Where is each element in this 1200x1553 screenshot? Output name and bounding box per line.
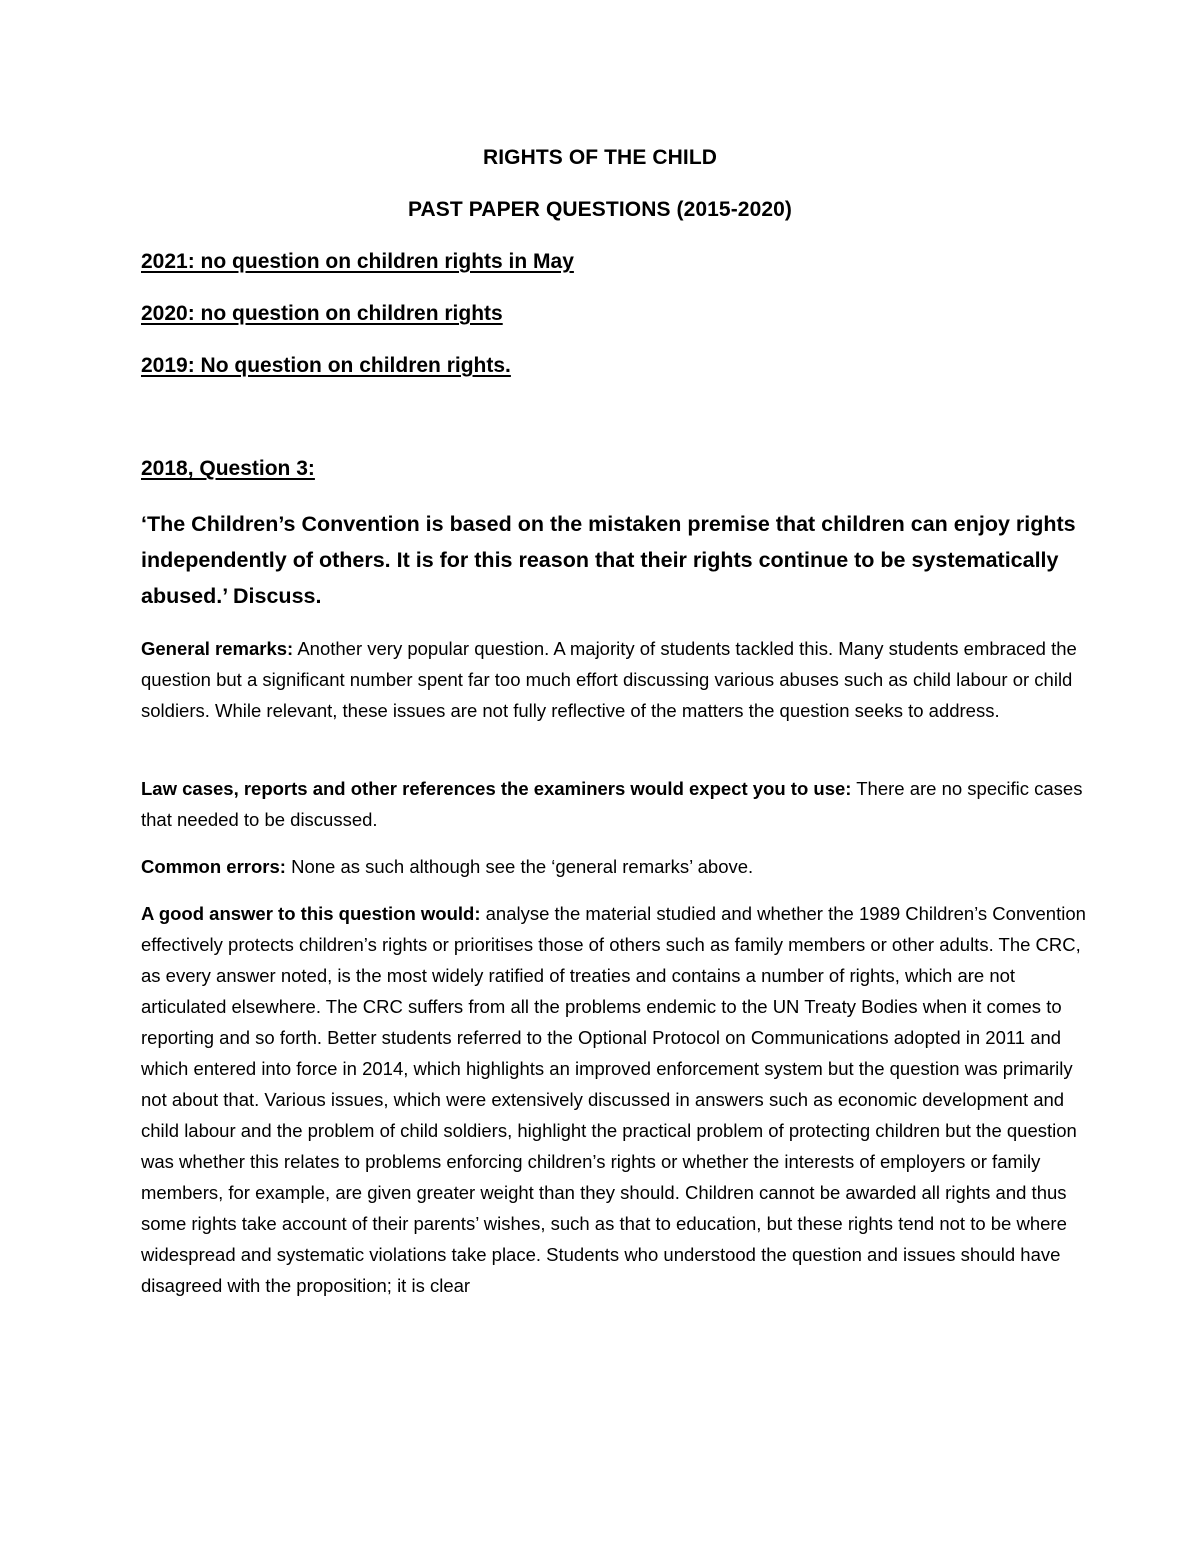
general-remarks-text: Another very popular question. A majority of students tackled this. Many students embraced the question but a significant number spent far too much effort discussing various abuses such as child labour or child soldiers. While relevant, these issues are not fully reflective of the matters the question seeks to address. [141, 638, 1077, 721]
document-subtitle: PAST PAPER QUESTIONS (2015-2020) [407, 198, 793, 221]
note-2021: 2021: no question on children rights in May [141, 250, 574, 273]
common-errors-text: None as such although see the ‘general remarks’ above. [285, 856, 754, 877]
good-answer-text: analyse the material studied and whether the 1989 Children’s Convention effectively protects children’s rights or prioritises those of others such as family members or other adults. The CRC, as every answer noted, is the most widely ratified of treaties and contains a number of rights, which are not articulated elsewhere. The CRC suffers from all the problems endemic to the UN Treaty Bodies when it comes to reporting and so forth. Better students referred to the Optional Protocol on Communications adopted in 2011 and which entered into force in 2014, which highlights an improved enforcement system but the question was primarily not about that. Various issues, which were extensively discussed in answers such as economic development and child labour and the problem of child soldiers, highlight the practical problem of protecting children but the question was whether this relates to problems enforcing children’s rights or whether the interests of employers or family members, for example, are given greater weight than they should. Children cannot be awarded all rights and thus some rights take account of their parents’ wishes, such as that to education, but these rights tend not to be where widespread and systematic violations take place. Students who understood the question and issues should have disagreed with the proposition; it is clear [141, 903, 1086, 1296]
common-errors-label: Common errors: [141, 856, 286, 877]
note-2020: 2020: no question on children rights [141, 302, 503, 325]
general-remarks-label: General remarks: [141, 638, 294, 659]
law-cases-paragraph [141, 773, 1086, 835]
good-answer-label: A good answer to this question would: [141, 903, 481, 924]
question-discuss: Discuss. [227, 584, 322, 608]
good-answer-paragraph [141, 898, 1086, 1301]
law-cases-text: There are no specific cases that needed to be discussed. [141, 778, 1083, 830]
question-quote [141, 506, 1076, 614]
question-heading: 2018, Question 3: [141, 457, 315, 480]
general-remarks-paragraph [141, 633, 1086, 726]
common-errors-paragraph [141, 851, 1086, 882]
document-title: RIGHTS OF THE CHILD [482, 146, 718, 169]
question-text: ‘The Children’s Convention is based on the mistaken premise that children can enjoy rights independently of others. It is for this reason that their rights continue to be systematically abused.’ [141, 512, 1076, 608]
law-cases-label: Law cases, reports and other references the examiners would expect you to use: [141, 778, 852, 799]
note-2019: 2019: No question on children rights. [141, 354, 511, 377]
